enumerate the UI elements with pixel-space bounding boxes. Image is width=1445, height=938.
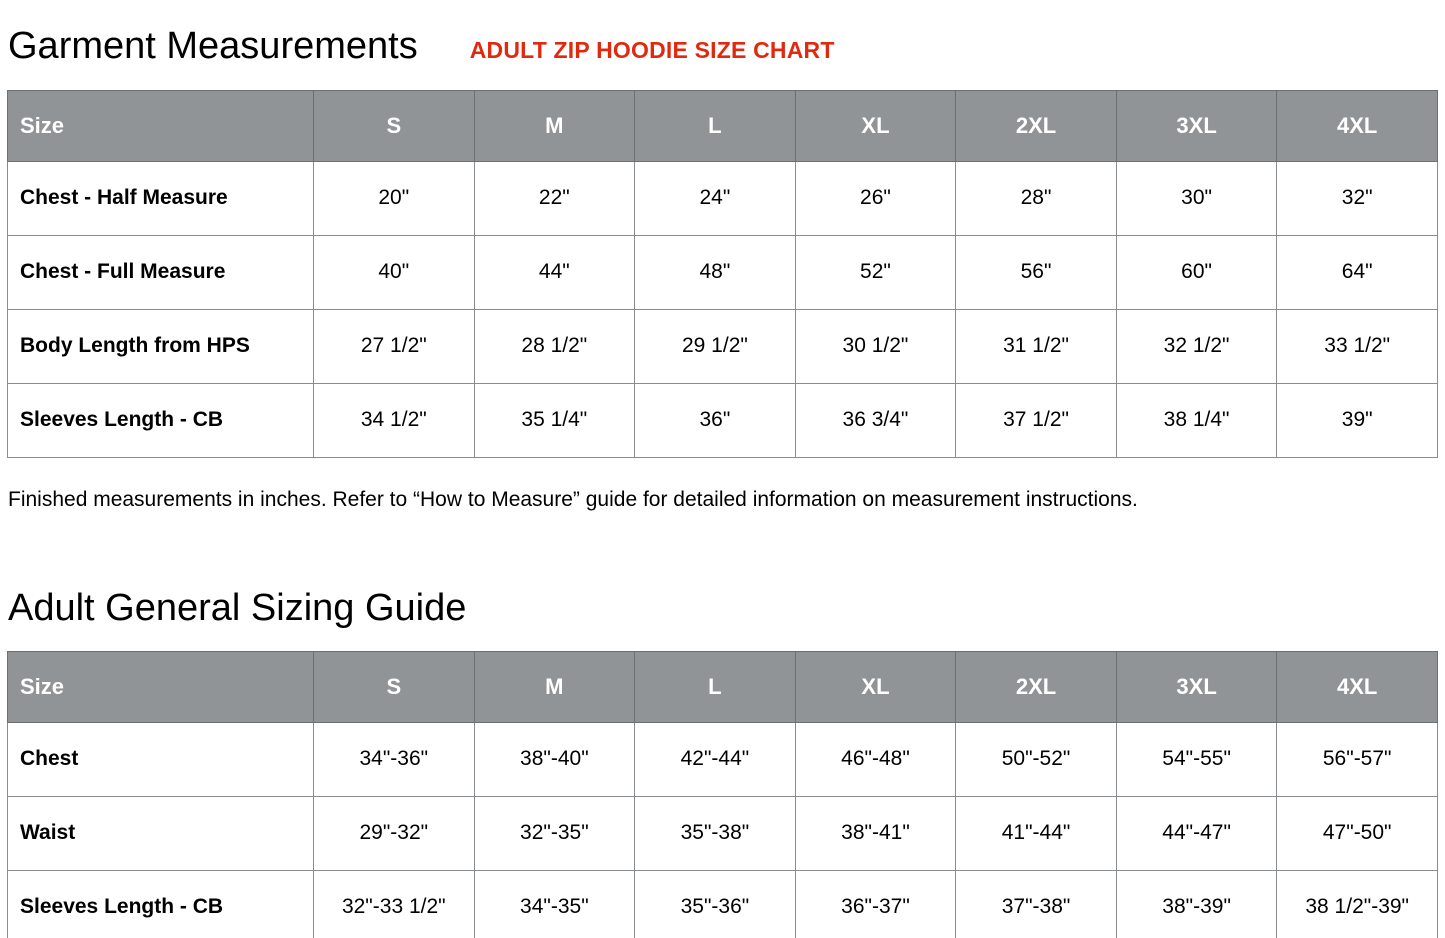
table-row xyxy=(8,235,1438,309)
table-cell: 32"-35" xyxy=(474,796,635,870)
table-cell: 52" xyxy=(795,235,956,309)
table-cell: 27 1/2" xyxy=(314,309,475,383)
table-cell: 56" xyxy=(956,235,1117,309)
table-cell: 20" xyxy=(314,161,475,235)
measurement-note: Finished measurements in inches. Refer to “How to Measure” guide for detailed information on measurement instructions. xyxy=(8,487,1138,511)
row-label: Sleeves Length - CB xyxy=(8,870,314,938)
table-cell: 33 1/2" xyxy=(1277,309,1438,383)
row-label: Sleeves Length - CB xyxy=(8,383,314,457)
page-title: Garment Measurements xyxy=(8,25,418,67)
table-cell: 32"-33 1/2" xyxy=(314,870,475,938)
table-cell: 38"-39" xyxy=(1116,870,1277,938)
table-cell: 22" xyxy=(474,161,635,235)
table-cell: 29 1/2" xyxy=(635,309,796,383)
column-header-l: L xyxy=(635,90,796,161)
table-cell: 39" xyxy=(1277,383,1438,457)
table-cell: 26" xyxy=(795,161,956,235)
row-label: Body Length from HPS xyxy=(8,309,314,383)
table-cell: 37"-38" xyxy=(956,870,1117,938)
table-cell: 36"-37" xyxy=(795,870,956,938)
table-cell: 38"-41" xyxy=(795,796,956,870)
table-cell: 34"-36" xyxy=(314,722,475,796)
table-cell: 64" xyxy=(1277,235,1438,309)
column-header-2xl: 2XL xyxy=(956,90,1117,161)
table-cell: 31 1/2" xyxy=(956,309,1117,383)
table-header-row xyxy=(8,651,1438,722)
column-header-s: S xyxy=(314,651,475,722)
table-cell: 38 1/4" xyxy=(1116,383,1277,457)
table-cell: 30" xyxy=(1116,161,1277,235)
column-header-l: L xyxy=(635,651,796,722)
column-header-size: Size xyxy=(8,90,314,161)
column-header-xl: XL xyxy=(795,651,956,722)
table-cell: 35"-38" xyxy=(635,796,796,870)
row-label: Waist xyxy=(8,796,314,870)
table-cell: 35"-36" xyxy=(635,870,796,938)
table-cell: 38"-40" xyxy=(474,722,635,796)
table-cell: 34"-35" xyxy=(474,870,635,938)
table-cell: 40" xyxy=(314,235,475,309)
section-title-general-sizing: Adult General Sizing Guide xyxy=(8,586,467,629)
table-row xyxy=(8,870,1438,938)
table-cell: 37 1/2" xyxy=(956,383,1117,457)
table-cell: 28 1/2" xyxy=(474,309,635,383)
table-cell: 47"-50" xyxy=(1277,796,1438,870)
column-header-3xl: 3XL xyxy=(1116,651,1277,722)
table-row xyxy=(8,309,1438,383)
table-cell: 50"-52" xyxy=(956,722,1117,796)
table-cell: 34 1/2" xyxy=(314,383,475,457)
general-sizing-table xyxy=(7,651,1438,938)
table-cell: 41"-44" xyxy=(956,796,1117,870)
table-cell: 24" xyxy=(635,161,796,235)
column-header-3xl: 3XL xyxy=(1116,90,1277,161)
table-row xyxy=(8,161,1438,235)
garment-measurements-table xyxy=(7,90,1438,458)
column-header-s: S xyxy=(314,90,475,161)
table-cell: 46"-48" xyxy=(795,722,956,796)
table-cell: 44"-47" xyxy=(1116,796,1277,870)
table-cell: 32" xyxy=(1277,161,1438,235)
header xyxy=(8,0,1438,69)
table-cell: 32 1/2" xyxy=(1116,309,1277,383)
table-row xyxy=(8,796,1438,870)
chart-subtitle: ADULT ZIP HOODIE SIZE CHART xyxy=(469,37,835,63)
table-cell: 35 1/4" xyxy=(474,383,635,457)
table-row xyxy=(8,722,1438,796)
table-cell: 29"-32" xyxy=(314,796,475,870)
column-header-m: M xyxy=(474,651,635,722)
column-header-2xl: 2XL xyxy=(956,651,1117,722)
table-cell: 28" xyxy=(956,161,1117,235)
table-cell: 36 3/4" xyxy=(795,383,956,457)
table-cell: 54"-55" xyxy=(1116,722,1277,796)
column-header-4xl: 4XL xyxy=(1277,90,1438,161)
table-cell: 42"-44" xyxy=(635,722,796,796)
table-cell: 48" xyxy=(635,235,796,309)
column-header-4xl: 4XL xyxy=(1277,651,1438,722)
row-label: Chest - Half Measure xyxy=(8,161,314,235)
row-label: Chest xyxy=(8,722,314,796)
table-cell: 30 1/2" xyxy=(795,309,956,383)
table-cell: 38 1/2"-39" xyxy=(1277,870,1438,938)
table-cell: 36" xyxy=(635,383,796,457)
column-header-xl: XL xyxy=(795,90,956,161)
table-header-row xyxy=(8,90,1438,161)
row-label: Chest - Full Measure xyxy=(8,235,314,309)
table-cell: 60" xyxy=(1116,235,1277,309)
table-row xyxy=(8,383,1438,457)
table-cell: 44" xyxy=(474,235,635,309)
column-header-m: M xyxy=(474,90,635,161)
column-header-size: Size xyxy=(8,651,314,722)
table-cell: 56"-57" xyxy=(1277,722,1438,796)
